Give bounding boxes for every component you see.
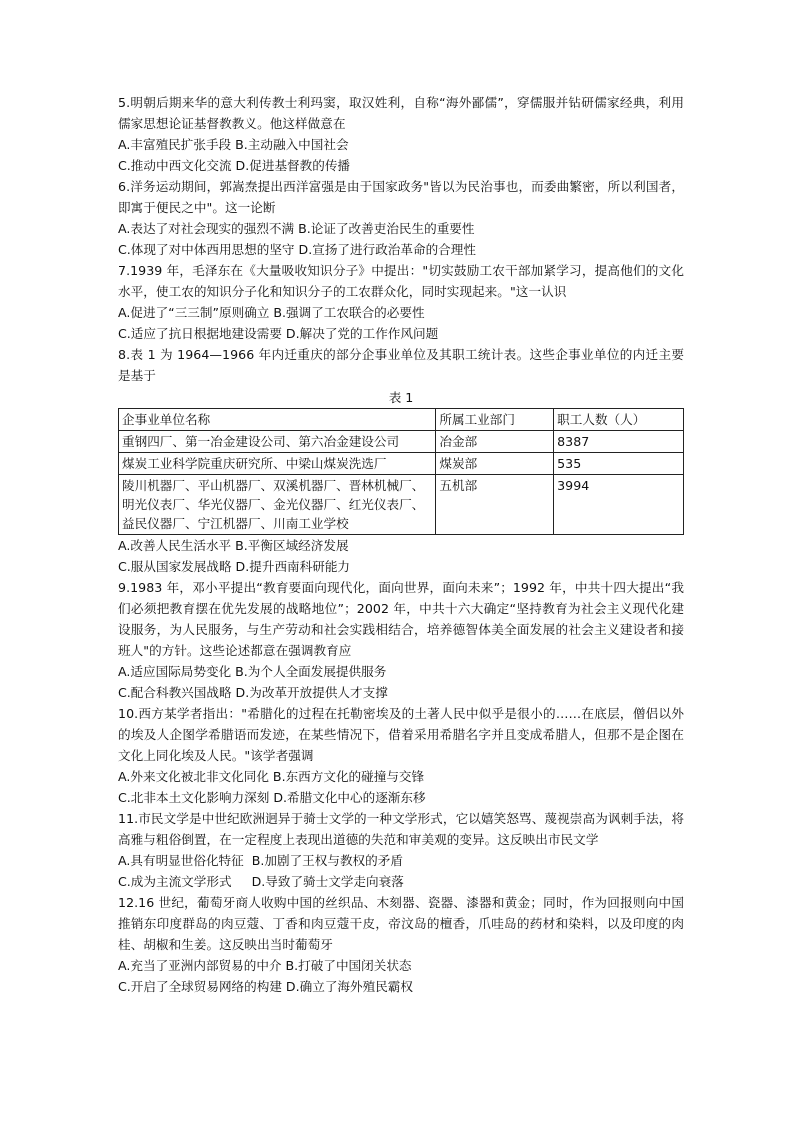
question-9 [118,577,684,703]
question-stem: 8.表 1 为 1964—1966 年内迁重庆的部分企事业单位及其职工统计表。这些企事业单位的内迁主要是基于 [118,347,684,383]
question-stem: 12.16 世纪，葡萄牙商人收购中国的丝织品、木刻器、瓷器、漆器和黄金；同时，作为回报则向中国推销东印度群岛的肉豆蔻、丁香和肉豆蔻干皮，帝汶岛的檀香，爪哇岛的药材和染料，以及印度的肉桂、胡椒和生姜。这反映出当时葡萄牙 [118,895,684,952]
question-stem: 6.洋务运动期间，郭嵩焘提出西洋富强是由于国家政务"皆以为民治事也，而委曲繁密，所以利国者，即寓于便民之中"。这一论断 [118,179,684,215]
options-line-1: A.促进了“三三制”原则确立 B.强调了工农联合的必要性 [118,305,425,320]
question-stem: 7.1939 年，毛泽东在《大量吸收知识分子》中提出："切实鼓励工农干部加紧学习，提高他们的文化水平，使工农的知识分子化和知识分子的工农群众化，同时实现起来。"这一认识 [118,263,684,299]
options-line-2: C.北非本土文化影响力深刻 D.希腊文化中心的逐渐东移 [118,790,426,805]
options-line-1: A.外来文化被北非文化同化 B.东西方文化的碰撞与交锋 [118,769,425,784]
question-10 [118,703,684,808]
question-stem: 11.市民文学是中世纪欧洲迥异于骑士文学的一种文学形式，它以嬉笑怒骂、蔑视崇高为讽刺手法，将高雅与粗俗倒置，在一定程度上表现出道德的失范和审美观的变异。这反映出市民文学 [118,811,684,847]
question-8-options [118,535,684,577]
question-12 [118,892,684,997]
question-11 [118,808,684,892]
options-line-1: A.充当了亚洲内部贸易的中介 B.打破了中国闭关状态 [118,958,412,973]
options-line-1: A.具有明显世俗化特征 B.加剧了王权与教权的矛盾 [118,853,403,868]
options-line-2: C.配合科教兴国战略 D.为改革开放提供人才支撑 [118,685,388,700]
table-cell: 煤炭部 [436,453,554,475]
question-stem: 10.西方某学者指出："希腊化的过程在托勒密埃及的土著人民中似乎是很小的……在底层，僧侣以外的埃及人企图学希腊语而发迹，在某些情况下，借着采用希腊名字并且变成希腊人，但那不是企图在文化上同化埃及人民。"该学者强调 [118,706,684,763]
table-caption: 表 1 [388,390,414,405]
options-line-2: C.推动中西文化交流 D.促进基督教的传播 [118,158,351,173]
table-header-cell: 企事业单位名称 [119,409,436,431]
table-cell: 煤炭工业科学院重庆研究所、中梁山煤炭洗选厂 [119,453,436,475]
options-line-1: A.表达了对社会现实的强烈不满 B.论证了改善吏治民生的重要性 [118,221,475,236]
options-line-2: C.服从国家发展战略 D.提升西南科研能力 [118,559,351,574]
exam-page [118,92,684,997]
table-cell: 重钢四厂、第一冶金建设公司、第六冶金建设公司 [119,431,436,453]
question-8 [118,344,684,386]
table-cell: 8387 [554,431,684,453]
options-line-1: A.适应国际局势变化 B.为个人全面发展提供服务 [118,664,387,679]
table-header-row [119,409,684,431]
options-line-2: C.体现了对中体西用思想的坚守 D.宣扬了进行政治革命的合理性 [118,242,476,257]
table-cell: 五机部 [436,475,554,535]
options-line-1: A.改善人民生活水平 B.平衡区域经济发展 [118,538,349,553]
table-header-cell: 所属工业部门 [436,409,554,431]
question-5 [118,92,684,176]
question-stem: 9.1983 年，邓小平提出“教育要面向现代化，面向世界，面向未来”；1992 年，中共十四大提出“我们必须把教育摆在优先发展的战略地位”；2002 年，中共十六大确定“坚持教育为社会主义现代化建设服务，为人民服务，与生产劳动和社会实践相结合，培养德智体美全面发展的社会主义建设者和接班人"的方针。这些论述都意在强调教育应 [118,580,684,658]
options-line-2: C.成为主流文学形式 D.导致了骑士文学走向衰落 [118,874,404,889]
question-7 [118,260,684,344]
table-cell: 冶金部 [436,431,554,453]
statistics-table [118,408,684,535]
table-cell: 陵川机器厂、平山机器厂、双溪机器厂、晋林机械厂、明光仪表厂、华光仪器厂、金光仪器厂、红光仪表厂、益民仪器厂、宁江机器厂、川南工业学校 [119,475,436,535]
table-cell: 535 [554,453,684,475]
table-row [119,475,684,535]
table-row [119,453,684,475]
table-header-cell: 职工人数（人） [554,409,684,431]
options-line-2: C.适应了抗日根据地建设需要 D.解决了党的工作作风问题 [118,326,439,341]
table-cell: 3994 [554,475,684,535]
question-6 [118,176,684,260]
options-line-2: C.开启了全球贸易网络的构建 D.确立了海外殖民霸权 [118,979,413,994]
table-row [119,431,684,453]
question-stem: 5.明朝后期来华的意大利传教士利玛窦，取汉姓利，自称“海外鄙儒”，穿儒服并钻研儒家经典，利用儒家思想论证基督教教义。他这样做意在 [118,95,684,131]
options-line-1: A.丰富殖民扩张手段 B.主动融入中国社会 [118,137,349,152]
